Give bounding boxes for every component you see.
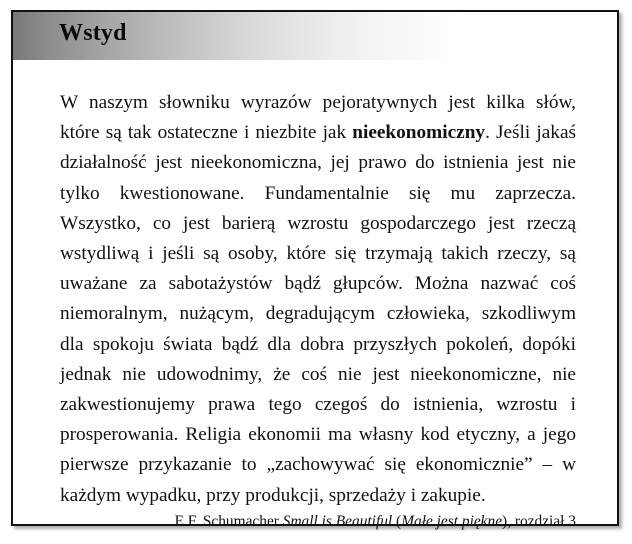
page-title: Wstyd [59, 20, 127, 46]
attribution [60, 512, 576, 532]
body-text-emphasis: nieekonomiczny [352, 122, 486, 144]
body-paragraph [60, 88, 576, 511]
body-text [60, 88, 576, 511]
body-text-part-1: W naszym słowniku wyrazów pejoratywnych jest kilka słów, które są tak ostateczne i niezbite jak [60, 92, 576, 144]
quote-box [11, 10, 619, 530]
title-band [13, 12, 617, 60]
attribution-paren-open: ( [392, 513, 402, 530]
attribution-translated-title: Małe jest piękne [401, 513, 503, 530]
attribution-chapter: , rozdział 3 [507, 513, 576, 530]
attribution-author: E.F. Schumacher [174, 513, 283, 530]
body-text-part-2: . Jeśli jakaś działalność jest nieekonomiczna, jej prawo do istnienia jest nie tylko kwestionowane. Fundamentalnie się mu zaprzecza. Wszystko, co jest barierą wzrostu gospodarczego jest rzeczą wstydliwą i jeśli są osoby, które się trzymają takich rzeczy, są uważane za sabotażystów bądź głupców. Można nazwać coś niemoralnym, nużącym, degradującym człowieka, szkodliwym dla spokoju świata bądź dla dobra przyszłych pokoleń, dopóki jednak nie udowodnimy, że coś nie jest nieekonomiczne, nie zakwestionujemy prawa tego czegoś do istnienia, wzrostu i prosperowania. Religia ekonomii ma własny kod etyczny, a jego pierwsze przykazanie to „zachowywać się ekonomicznie” – w każdym wypadku, przy produkcji, sprzedaży i zakupie. [60, 122, 576, 506]
attribution-paren-close: ) [502, 513, 508, 530]
attribution-work-title: Small is Beautiful [282, 513, 393, 530]
